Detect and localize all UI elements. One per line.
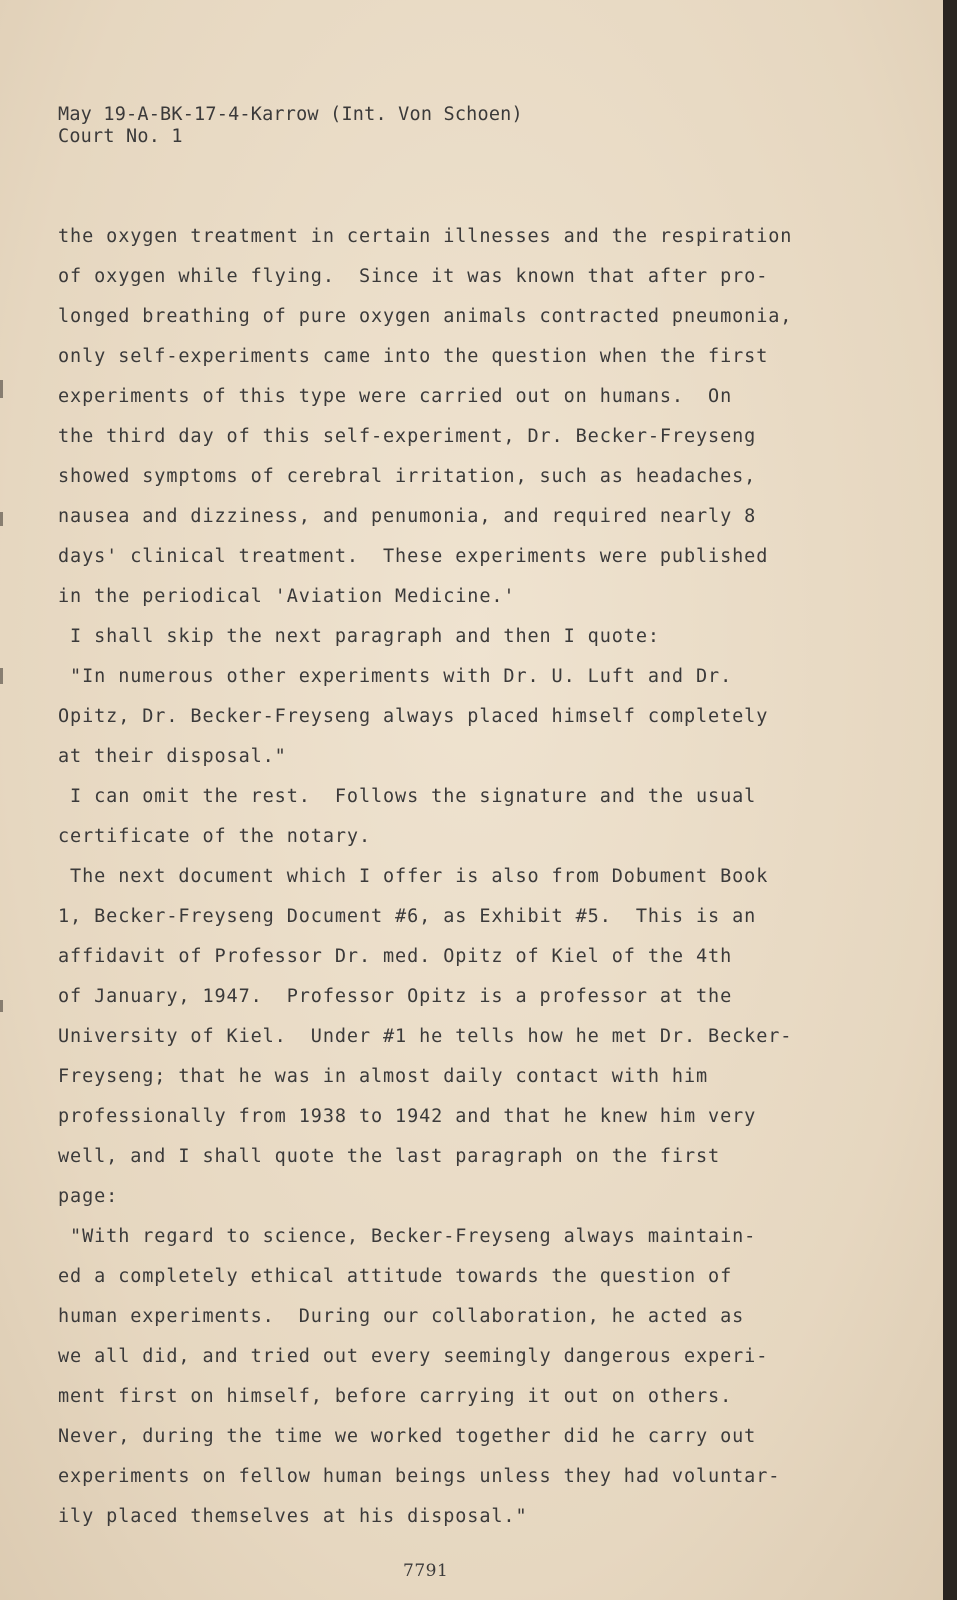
text-line: of oxygen while flying. Since it was known that after pro- (58, 266, 769, 287)
text-line: of January, 1947. Professor Opitz is a professor at the (58, 986, 733, 1007)
text-line: I can omit the rest. Follows the signature and the usual (58, 786, 757, 807)
text-line: ed a completely ethical attitude towards the question of (58, 1266, 733, 1287)
text-line: University of Kiel. Under #1 he tells how he met Dr. Becker- (58, 1026, 793, 1047)
text-line: Freyseng; that he was in almost daily contact with him (58, 1066, 709, 1087)
text-line: nausea and dizziness, and penumonia, and required nearly 8 (58, 506, 757, 527)
text-line: experiments on fellow human beings unless they had voluntar- (58, 1466, 781, 1487)
text-line: ment first on himself, before carrying it out on others. (58, 1386, 733, 1407)
page-edge (943, 0, 950, 1600)
text-line: human experiments. During our collaboration, he acted as (58, 1306, 745, 1327)
margin-mark (0, 1000, 3, 1012)
text-line: days' clinical treatment. These experiments were published (58, 546, 769, 567)
text-line: the oxygen treatment in certain illnesses and the respiration (58, 226, 793, 247)
text-line: the third day of this self-experiment, Dr. Becker-Freyseng (58, 426, 757, 447)
header-court: Court No. 1 (58, 126, 183, 147)
page-number: 7791 (403, 1561, 449, 1581)
text-line: Opitz, Dr. Becker-Freyseng always placed himself completely (58, 706, 769, 727)
text-line: we all did, and tried out every seemingly dangerous experi- (58, 1346, 769, 1367)
text-line: "In numerous other experiments with Dr. U. Luft and Dr. (58, 666, 733, 687)
header-reference: May 19-A-BK-17-4-Karrow (Int. Von Schoen) (58, 104, 523, 125)
text-line: professionally from 1938 to 1942 and that he knew him very (58, 1106, 757, 1127)
text-line: longed breathing of pure oxygen animals contracted pneumonia, (58, 306, 793, 327)
margin-mark (0, 380, 3, 398)
text-line: "With regard to science, Becker-Freyseng always maintain- (58, 1226, 757, 1247)
text-line: showed symptoms of cerebral irritation, such as headaches, (58, 466, 757, 487)
text-line: in the periodical 'Aviation Medicine.' (58, 586, 516, 607)
text-line: ily placed themselves at his disposal." (58, 1506, 528, 1527)
text-line: experiments of this type were carried out on humans. On (58, 386, 733, 407)
text-line: only self-experiments came into the question when the first (58, 346, 769, 367)
text-line: 1, Becker-Freyseng Document #6, as Exhibit #5. This is an (58, 906, 757, 927)
text-line: certificate of the notary. (58, 826, 371, 847)
margin-mark (0, 668, 3, 684)
text-line: The next document which I offer is also from Dobument Book (58, 866, 769, 887)
text-line: Never, during the time we worked together did he carry out (58, 1426, 757, 1447)
text-line: page: (58, 1186, 119, 1207)
text-line: well, and I shall quote the last paragraph on the first (58, 1146, 721, 1167)
text-line: affidavit of Professor Dr. med. Opitz of Kiel of the 4th (58, 946, 733, 967)
margin-mark (0, 512, 3, 526)
document-header (58, 104, 523, 148)
text-line: I shall skip the next paragraph and then I quote: (58, 626, 660, 647)
text-line: at their disposal." (58, 746, 287, 767)
